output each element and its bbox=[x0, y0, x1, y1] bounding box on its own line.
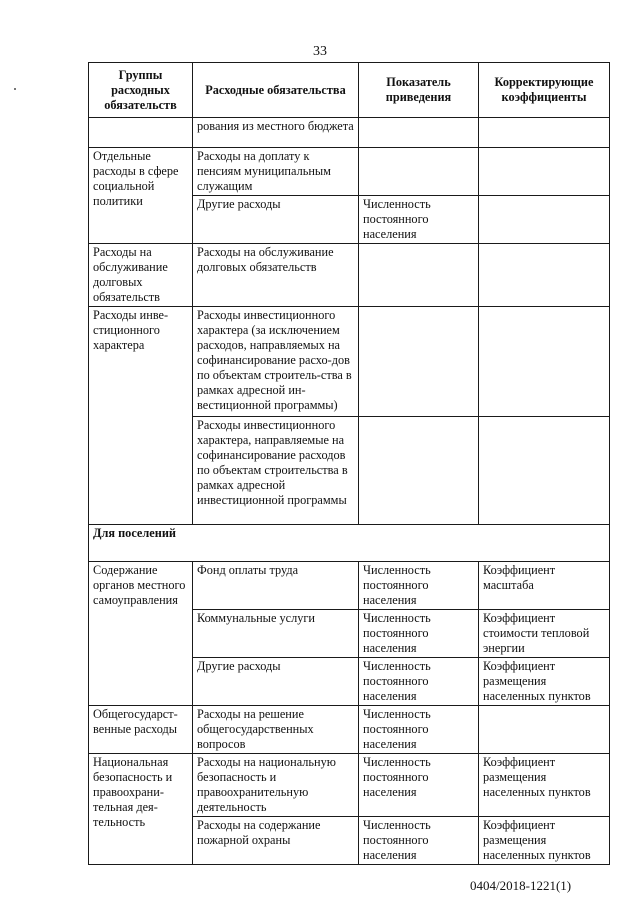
coefficient-cell: Коэффициент размещения населенных пунктов bbox=[479, 658, 610, 706]
header-obligations: Расходные обязательства bbox=[193, 63, 359, 118]
indicator-cell: Численность постоянного населения bbox=[359, 610, 479, 658]
table-header-row bbox=[89, 63, 610, 118]
indicator-cell: Численность постоянного населения bbox=[359, 562, 479, 610]
obligation-cell: Расходы на решение общегосударственных вопросов bbox=[193, 706, 359, 754]
table-row bbox=[89, 562, 610, 610]
table-row bbox=[89, 706, 610, 754]
budget-obligations-table bbox=[88, 62, 610, 865]
indicator-cell bbox=[359, 307, 479, 417]
obligation-cell: Другие расходы bbox=[193, 196, 359, 244]
coefficient-cell: Коэффициент стоимости тепловой энергии bbox=[479, 610, 610, 658]
coefficient-cell bbox=[479, 417, 610, 525]
group-cell: Национальная безопасность и правоохрани-тельная дея-тельность bbox=[89, 754, 193, 865]
coefficient-cell bbox=[479, 196, 610, 244]
indicator-cell: Численность постоянного населения bbox=[359, 754, 479, 817]
coefficient-cell bbox=[479, 706, 610, 754]
coefficient-cell: Коэффициент размещения населенных пунктов bbox=[479, 817, 610, 865]
obligation-cell: Расходы на содержание пожарной охраны bbox=[193, 817, 359, 865]
indicator-cell bbox=[359, 118, 479, 148]
group-cell bbox=[89, 118, 193, 148]
obligation-cell: Другие расходы bbox=[193, 658, 359, 706]
indicator-cell: Численность постоянного населения bbox=[359, 196, 479, 244]
coefficient-cell: Коэффициент масштаба bbox=[479, 562, 610, 610]
group-cell: Общегосударст-венные расходы bbox=[89, 706, 193, 754]
group-cell: Содержание органов местного самоуправления bbox=[89, 562, 193, 706]
coefficient-cell bbox=[479, 148, 610, 196]
coefficient-cell bbox=[479, 307, 610, 417]
table-row bbox=[89, 307, 610, 417]
section-title: Для поселений bbox=[89, 525, 610, 562]
group-cell: Расходы инве-стиционного характера bbox=[89, 307, 193, 525]
scan-artifact bbox=[14, 88, 16, 90]
coefficient-cell: Коэффициент размещения населенных пунктов bbox=[479, 754, 610, 817]
obligation-cell: Расходы на национальную безопасность и правоохранительную деятельность bbox=[193, 754, 359, 817]
table-row bbox=[89, 118, 610, 148]
coefficient-cell bbox=[479, 118, 610, 148]
header-indicator: Показатель приведения bbox=[359, 63, 479, 118]
document-code: 0404/2018-1221(1) bbox=[470, 878, 572, 893]
header-coefficients: Корректирующие коэффициенты bbox=[479, 63, 610, 118]
obligation-cell: рования из местного бюджета bbox=[193, 118, 359, 148]
page-number: 33 bbox=[313, 44, 327, 59]
coefficient-cell bbox=[479, 244, 610, 307]
indicator-cell bbox=[359, 417, 479, 525]
obligation-cell: Фонд оплаты труда bbox=[193, 562, 359, 610]
indicator-cell bbox=[359, 148, 479, 196]
header-groups: Группы расходных обязательств bbox=[89, 63, 193, 118]
table-row bbox=[89, 754, 610, 817]
obligation-cell: Расходы на доплату к пенсиям муниципальным служащим bbox=[193, 148, 359, 196]
indicator-cell bbox=[359, 244, 479, 307]
group-cell: Отдельные расходы в сфере социальной политики bbox=[89, 148, 193, 244]
table-row bbox=[89, 244, 610, 307]
indicator-cell: Численность постоянного населения bbox=[359, 658, 479, 706]
obligation-cell: Расходы на обслуживание долговых обязательств bbox=[193, 244, 359, 307]
indicator-cell: Численность постоянного населения bbox=[359, 706, 479, 754]
obligation-cell: Расходы инвестиционного характера (за исключением расходов, направляемых на софинансирование расхо-дов по объектам строитель-ства в рамках адресной ин-вестиционной программы) bbox=[193, 307, 359, 417]
table-row bbox=[89, 148, 610, 196]
section-row bbox=[89, 525, 610, 562]
group-cell: Расходы на обслуживание долговых обязательств bbox=[89, 244, 193, 307]
obligation-cell: Коммунальные услуги bbox=[193, 610, 359, 658]
obligation-cell: Расходы инвестиционного характера, направляемые на софинансирование расходов по объектам строительства в рамках адресной инвестиционной программы bbox=[193, 417, 359, 525]
indicator-cell: Численность постоянного населения bbox=[359, 817, 479, 865]
